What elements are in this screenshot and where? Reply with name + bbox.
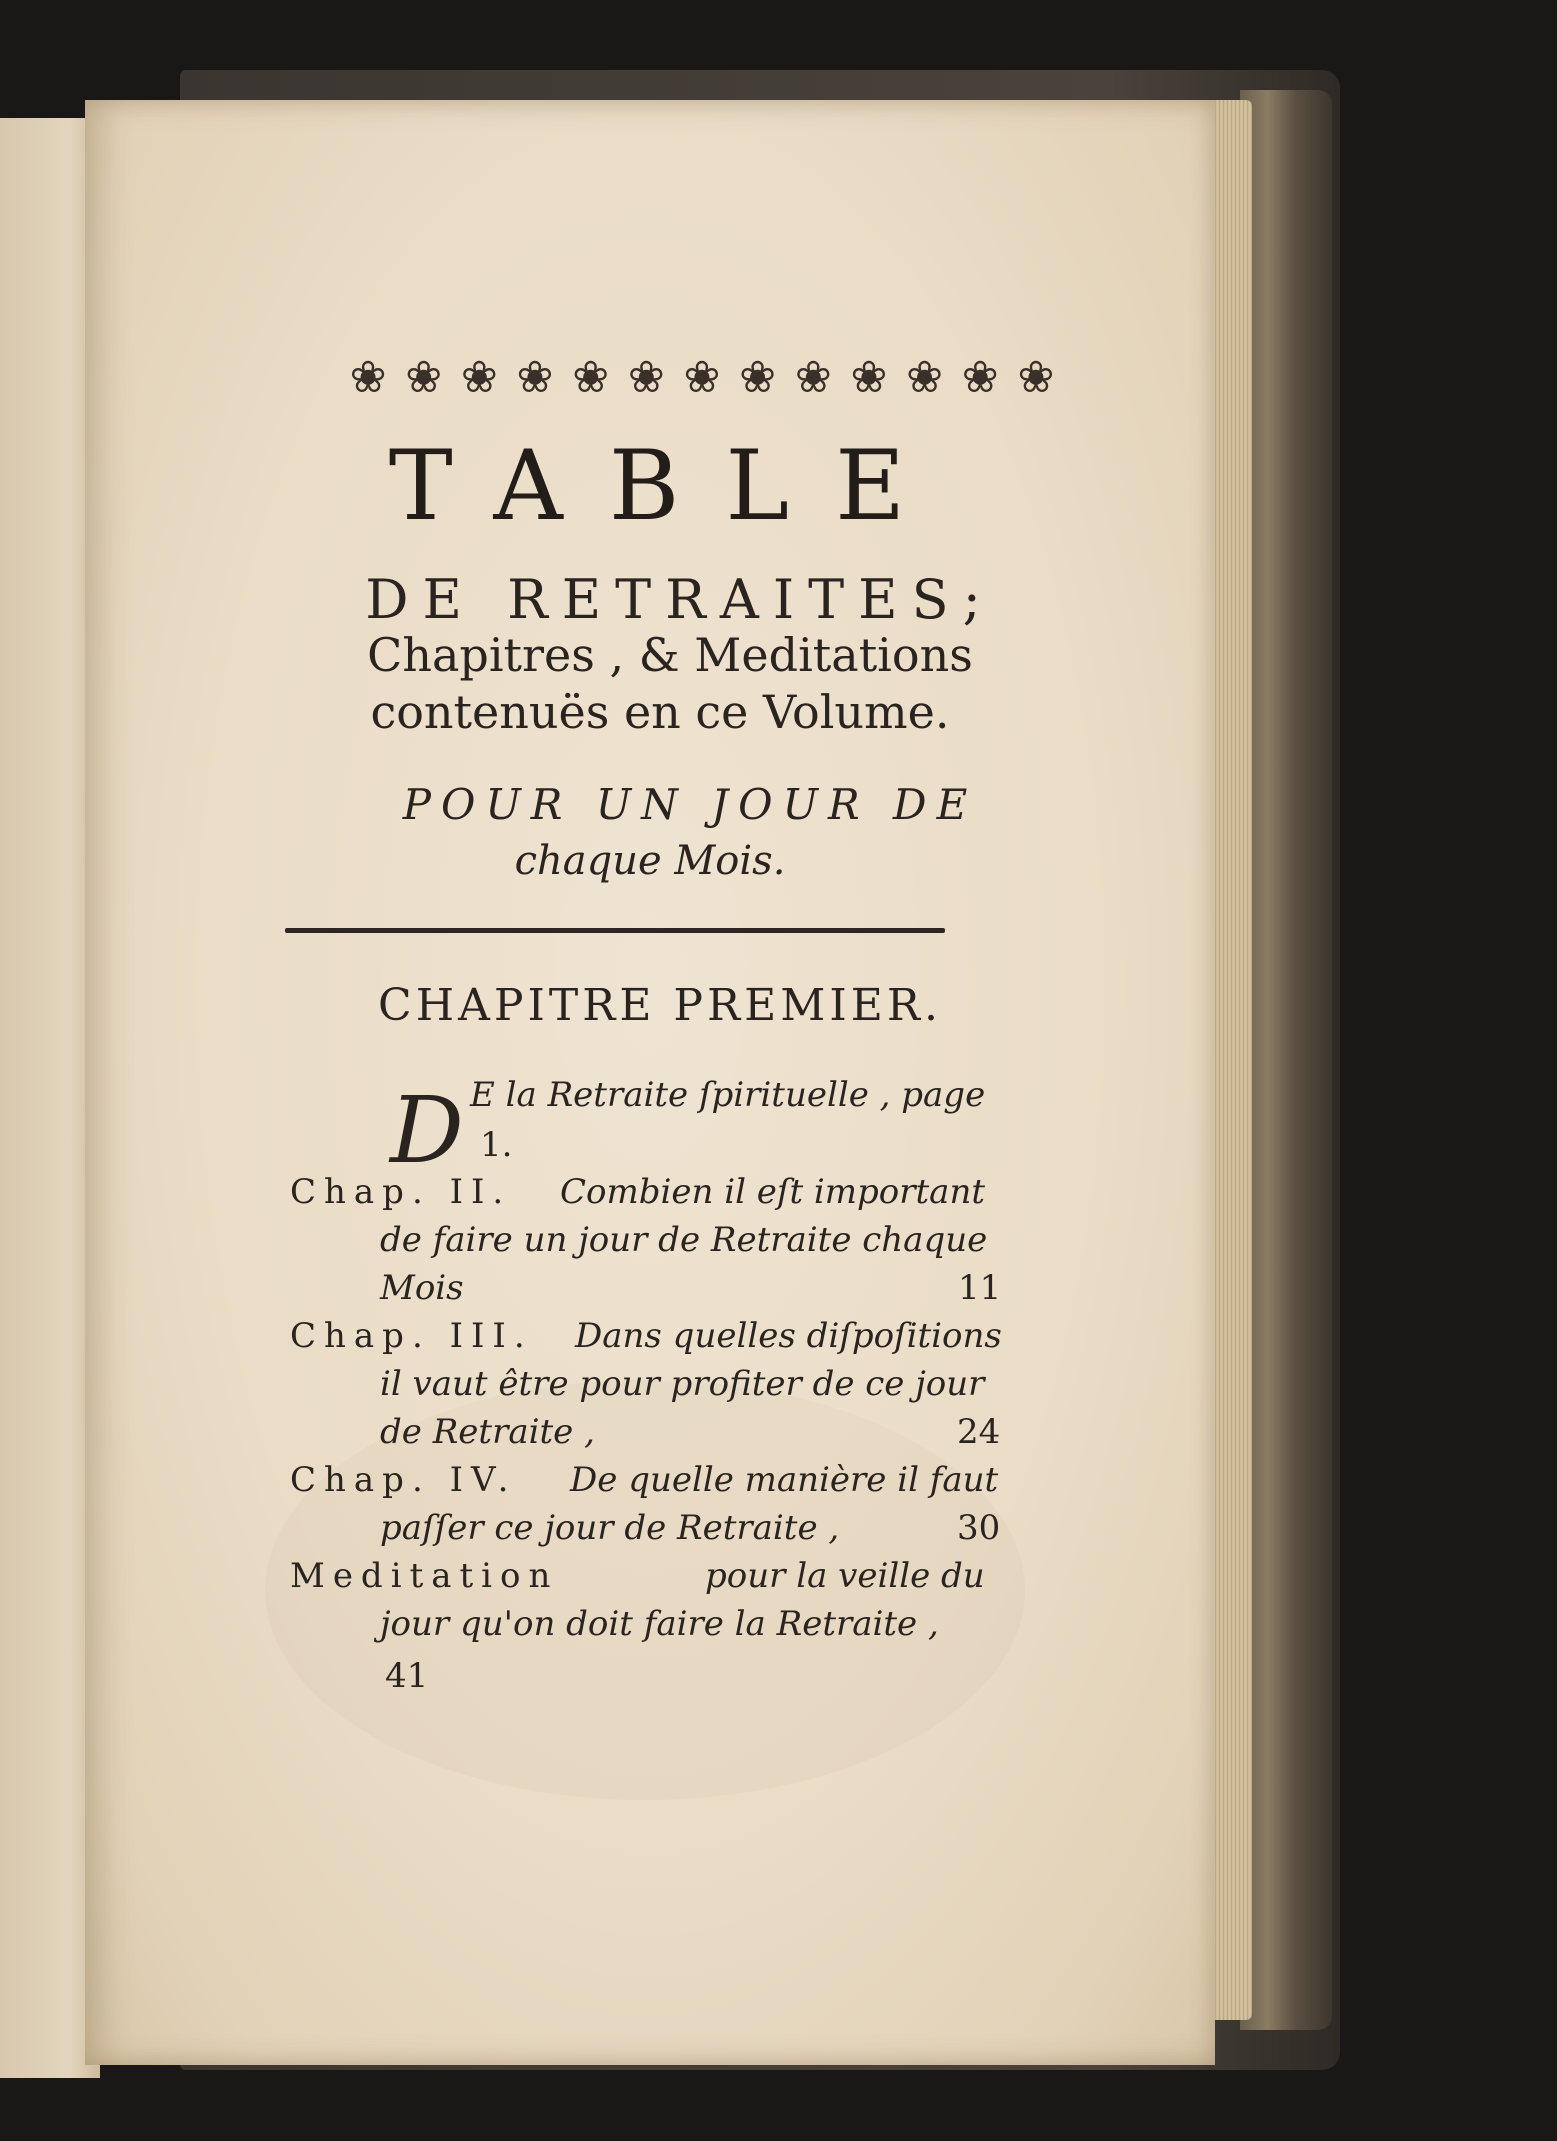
fleuron-ornament-icon: ❀	[961, 352, 999, 403]
title-subtitle-2: Chapitres , & Meditations	[367, 628, 973, 682]
toc-entry-4-title-cont: paſſer ce jour de Retraite ,	[380, 1508, 840, 1548]
fleuron-ornament-icon: ❀	[460, 352, 498, 403]
fleuron-ornament-icon: ❀	[572, 352, 610, 403]
toc-entry-3-title-end: de Retraite ,	[380, 1412, 595, 1452]
section-heading-2: chaque Mois.	[514, 838, 786, 884]
toc-entry-2-page: 11	[958, 1268, 1002, 1308]
toc-entry-5-title: pour la veille du	[705, 1556, 985, 1596]
toc-entry-1-page: 1.	[480, 1125, 513, 1165]
toc-entry-4-title: De quelle manière il faut	[570, 1460, 999, 1500]
toc-entry-2-label: Chap. II.	[290, 1172, 512, 1212]
right-page	[85, 100, 1215, 2065]
title-subtitle-3: contenuës en ce Volume.	[370, 685, 950, 739]
toc-entry-3-title-cont: il vaut être pour profiter de ce jour	[380, 1364, 985, 1404]
toc-entry-5-label: Meditation	[290, 1556, 559, 1596]
toc-entry-2-title-cont: de faire un jour de Retraite chaque	[380, 1220, 988, 1260]
toc-entry-2-title: Combien il eſt important	[560, 1172, 986, 1212]
ornamental-headpiece	[343, 348, 1061, 408]
toc-entry-2-title-end: Mois	[380, 1268, 464, 1308]
fleuron-ornament-icon: ❀	[1017, 352, 1055, 403]
toc-entry-3-label: Chap. III.	[290, 1316, 533, 1356]
section-heading-1: POUR UN JOUR DE	[402, 780, 978, 829]
toc-entry-4-page: 30	[957, 1508, 1001, 1548]
horizontal-rule	[285, 928, 945, 933]
fleuron-ornament-icon: ❀	[739, 352, 777, 403]
drop-cap: D	[390, 1077, 464, 1184]
toc-entry-5-title-cont: jour qu'on doit faire la Retraite ,	[380, 1604, 939, 1644]
fleuron-ornament-icon: ❀	[906, 352, 943, 403]
toc-entry-3-title: Dans quelles diſpoſitions	[575, 1316, 1002, 1356]
fleuron-ornament-icon: ❀	[794, 352, 832, 403]
fleuron-ornament-icon: ❀	[683, 352, 721, 403]
book-spine-edge	[1240, 90, 1332, 2030]
toc-entry-4-label: Chap. IV.	[290, 1460, 517, 1500]
title-subtitle-1: DE RETRAITES;	[365, 568, 995, 631]
fleuron-ornament-icon: ❀	[349, 352, 387, 403]
chapter-heading: CHAPITRE PREMIER.	[378, 980, 942, 1031]
fleuron-ornament-icon: ❀	[850, 352, 888, 403]
fleuron-ornament-icon: ❀	[405, 352, 443, 403]
page-title: TABLE	[388, 430, 952, 542]
fleuron-ornament-icon: ❀	[627, 352, 665, 403]
toc-entry-5-page: 41	[385, 1656, 429, 1696]
toc-entry-1-title: E la Retraite ſpirituelle , page	[470, 1075, 986, 1115]
toc-entry-3-page: 24	[957, 1412, 1001, 1452]
fleuron-ornament-icon: ❀	[516, 352, 554, 403]
